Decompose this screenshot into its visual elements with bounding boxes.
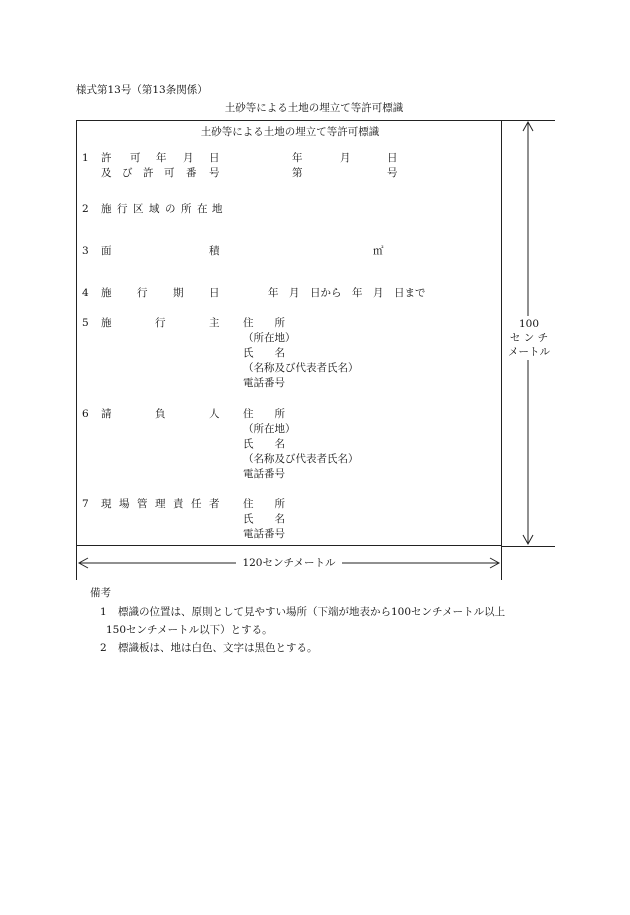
- dimension-width-label: 120センチメートル: [242, 557, 336, 569]
- document-title: 土砂等による土地の埋立て等許可標識: [224, 102, 404, 114]
- label-char: 負: [155, 408, 166, 420]
- label-char: 行: [155, 317, 166, 329]
- field-phone: 電話番号: [243, 528, 285, 540]
- height-unit-line: セ ン チ: [509, 332, 549, 344]
- height-unit-line: メートル: [508, 346, 550, 358]
- label-char: 所: [181, 203, 192, 215]
- label-char: 在: [197, 203, 208, 215]
- field-rep-name: （名称及び代表者氏名）: [243, 453, 359, 465]
- label-char: 任: [191, 498, 202, 510]
- note-text: 標識板は、地は白色、文字は黒色とする。: [118, 642, 318, 654]
- field-location: （所在地）: [243, 423, 296, 435]
- row-number: 3: [82, 245, 89, 257]
- label-char: 請: [101, 408, 112, 420]
- period-value: 年 月 日から 年 月 日まで: [268, 287, 426, 299]
- label-char: 場: [119, 498, 130, 510]
- note-text-continued: 150センチメートル以下）とする。: [106, 624, 273, 636]
- field-phone: 電話番号: [243, 377, 285, 389]
- label-char: 面: [101, 245, 112, 257]
- value-month: 月: [340, 152, 351, 164]
- label-char: 域: [149, 203, 160, 215]
- sign-title: 土砂等による土地の埋立て等許可標識: [200, 126, 380, 138]
- form-label: 様式第13号（第13条関係）: [76, 84, 208, 96]
- row-number: 4: [82, 287, 89, 299]
- label-char: 年: [156, 152, 167, 164]
- field-address: 住 所: [243, 317, 285, 329]
- label-char: 人: [209, 408, 220, 420]
- label-char: 可: [130, 152, 141, 164]
- label-char: 月: [183, 152, 194, 164]
- label-char: 日: [209, 287, 220, 299]
- label-char: 管: [137, 498, 148, 510]
- field-name: 氏 名: [243, 438, 285, 450]
- field-phone: 電話番号: [243, 468, 285, 480]
- label-char: 理: [155, 498, 166, 510]
- note-number: 2: [100, 642, 107, 654]
- field-address: 住 所: [243, 408, 285, 420]
- note-number: 1: [100, 606, 107, 618]
- field-name: 氏 名: [243, 513, 285, 525]
- label-char: 施: [101, 317, 112, 329]
- label-char: 主: [209, 317, 220, 329]
- label-char: 者: [209, 498, 220, 510]
- label-char: 号: [209, 167, 220, 179]
- field-rep-name: （名称及び代表者氏名）: [243, 362, 359, 374]
- value-no-prefix: 第: [292, 167, 303, 179]
- label-char: 許: [143, 167, 154, 179]
- label-char: 地: [212, 203, 223, 215]
- value-year: 年: [292, 152, 303, 164]
- label-char: 現: [101, 498, 112, 510]
- height-value: 100: [518, 318, 540, 330]
- label-char: 及: [101, 167, 112, 179]
- label-char: 許: [101, 152, 112, 164]
- label-char: 期: [173, 287, 184, 299]
- field-location: （所在地）: [243, 332, 296, 344]
- label-char: 可: [164, 167, 175, 179]
- label-char: の: [165, 203, 176, 215]
- field-address: 住 所: [243, 498, 285, 510]
- row-number: 6: [82, 408, 89, 420]
- label-char: 日: [209, 152, 220, 164]
- row-number: 2: [82, 203, 89, 215]
- area-unit: ㎡: [373, 245, 384, 257]
- label-char: 施: [101, 203, 112, 215]
- label-char: 積: [209, 245, 220, 257]
- note-text: 標識の位置は、原則として見やすい場所（下端が地表から100センチメートル以上: [118, 606, 506, 618]
- label-char: 番: [186, 167, 197, 179]
- row-number: 7: [82, 498, 89, 510]
- label-char: 責: [173, 498, 184, 510]
- field-name: 氏 名: [243, 347, 285, 359]
- label-char: 区: [133, 203, 144, 215]
- label-char: 行: [137, 287, 148, 299]
- notes-heading: 備考: [90, 587, 111, 599]
- value-day: 日: [387, 152, 398, 164]
- row-number: 1: [82, 152, 89, 164]
- row-number: 5: [82, 317, 89, 329]
- label-char: 行: [117, 203, 128, 215]
- label-char: 施: [101, 287, 112, 299]
- label-char: び: [122, 167, 133, 179]
- value-no-suffix: 号: [387, 167, 398, 179]
